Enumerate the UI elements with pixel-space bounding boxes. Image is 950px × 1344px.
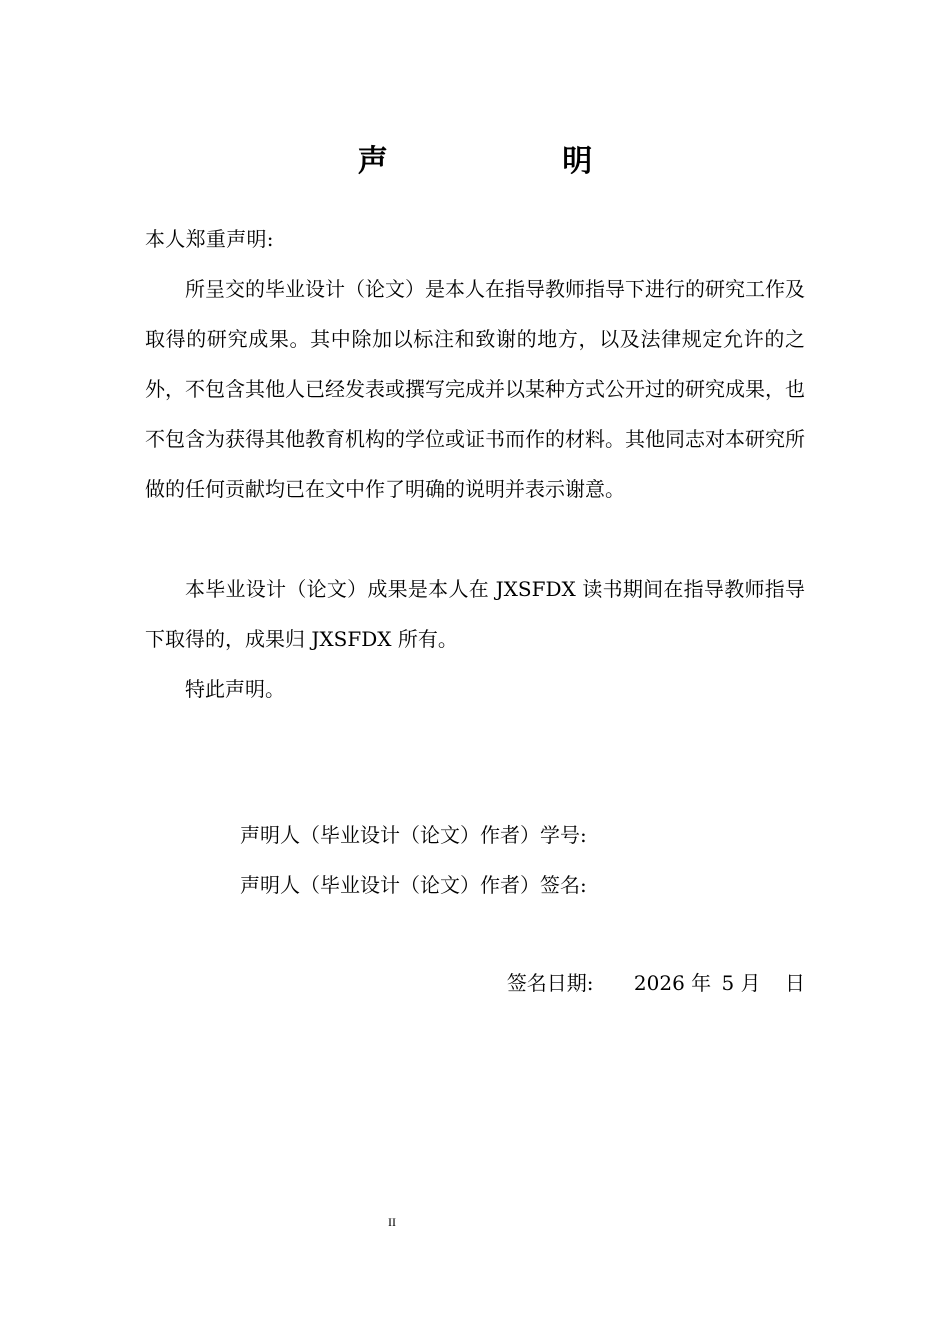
date-label: 签名日期: (506, 971, 594, 995)
signature-line: 声明人（毕业设计（论文）作者）签名: (240, 873, 587, 897)
declaration-paragraph-2: 本毕业设计（论文）成果是本人在 JXSFDX 读书期间在指导教师指导下取得的，成果归 JXSFDX 所有。 (145, 577, 805, 651)
date-year: 2026 年 (633, 971, 712, 995)
page-title: 声 明 (357, 144, 675, 179)
page-number: II (388, 1215, 396, 1229)
date-day: 日 (785, 971, 805, 995)
date-month: 5 月 (721, 971, 761, 995)
signature-date (507, 958, 805, 1008)
declaration-closing: 特此声明。 (185, 677, 285, 701)
student-id-line: 声明人（毕业设计（论文）作者）学号: (240, 823, 587, 847)
declaration-paragraph-1: 所呈交的毕业设计（论文）是本人在指导教师指导下进行的研究工作及取得的研究成果。其中除加以标注和致谢的地方，以及法律规定允许的之外，不包含其他人已经发表或撰写完成并以某种方式公开过的研究成果，也不包含为获得其他教育机构的学位或证书而作的材料。其他同志对本研究所做的任何贡献均已在文中作了明确的说明并表示谢意。 (145, 277, 805, 501)
intro-line: 本人郑重声明: (145, 227, 274, 251)
